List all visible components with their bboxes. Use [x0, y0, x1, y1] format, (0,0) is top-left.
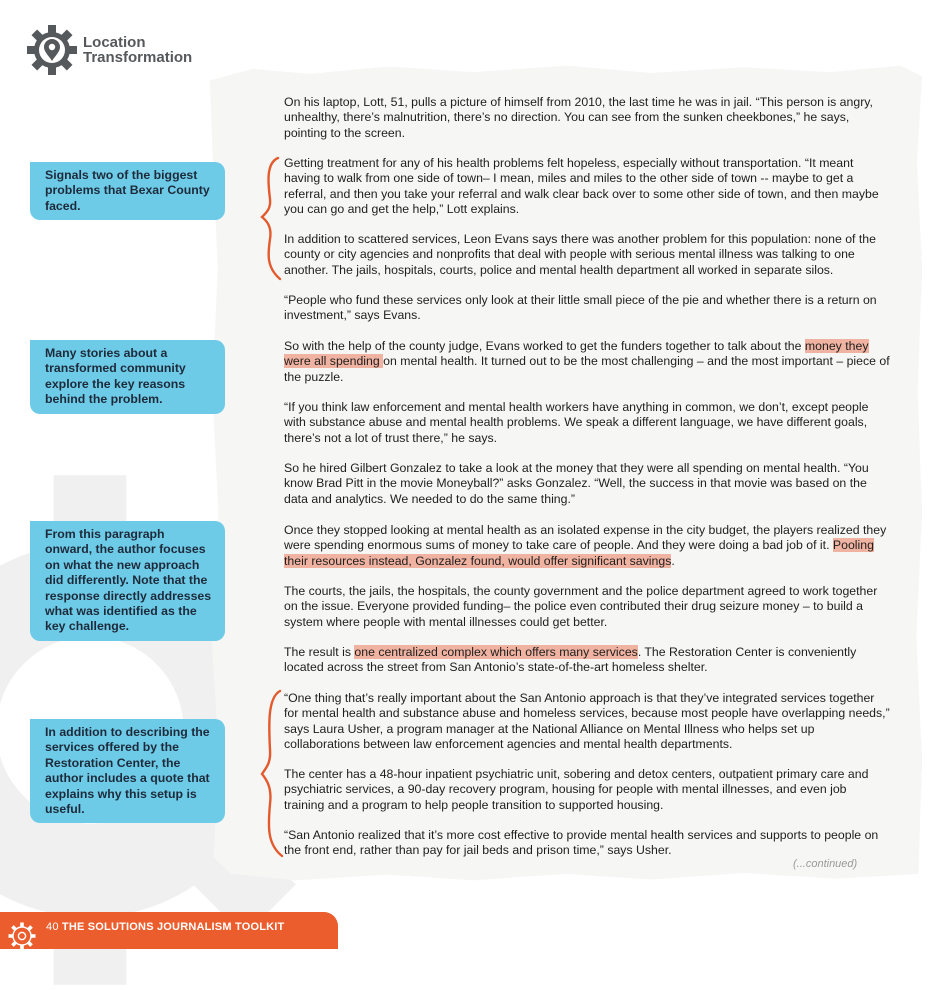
callout-note-3: From this paragraph onward, the author focuses on what the new approach did differently. Note that the response directly addresses what was identified as the key challenge. — [30, 521, 225, 641]
article-paragraph: Getting treatment for any of his health problems felt hopeless, especially without transportation. “It meant having to walk from one side of town– I mean, miles and miles to the other side of town -- maybe to get a referral, and then you take your referral and walk clear back over to some other side of town, and then maybe you can go and get the help,” Lott explains. — [284, 156, 879, 217]
page-number: 40 — [46, 921, 59, 933]
article-paragraph: “One thing that’s really important about the San Antonio approach is that they’ve integrated services together for mental health and substance abuse and homeless services, because most people have overlapping needs,” says Laura Usher, a program manager at the National Alliance on Mental Illness who helps set up collaborations between law enforcement agencies and mental health departments. — [284, 691, 890, 752]
article-paragraph: “San Antonio realized that it’s more cost effective to provide mental health services and supports to people on the front end, rather than pay for jail beds and prison time,” says Usher. — [284, 828, 879, 858]
article-paragraph — [284, 645, 890, 676]
section-title-line-2: Transformation — [83, 49, 193, 66]
article-paragraph: “If you think law enforcement and mental health workers have anything in common, we don’t, except people with substance abuse and mental health problems. We speak a different language, we have different goals, there’s not a lot of trust there,” he says. — [284, 400, 869, 445]
paragraph-text: The result is — [284, 645, 355, 659]
article-paragraph — [284, 339, 890, 385]
paragraph-text: . The Restoration Center is conveniently located across the street from San Antonio’s state-of-the-art homeless shelter. — [284, 645, 857, 675]
callout-note-4: In addition to describing the services offered by the Restoration Center, the author includes a quote that explains why this setup is useful. — [30, 719, 225, 823]
article-paragraph: In addition to scattered services, Leon Evans says there was another problem for this population: none of the county or city agencies and nonprofits that deal with people with serious mental illness was talking to one another. The jails, hospitals, courts, police and mental health department all worked in separate silos. — [284, 232, 876, 277]
article-paragraph: On his laptop, Lott, 51, pulls a picture of himself from 2010, the last time he was in jail. “This person is angry, unhealthy, there’s malnutrition, there’s no direction. You can see from the sunken cheekbones,” he says, pointing to the screen. — [284, 95, 873, 140]
paragraph-text: So with the help of the county judge, Evans worked to get the funders together to talk about the — [284, 339, 805, 353]
brace-mark — [258, 688, 286, 860]
paragraph-text: Once they stopped looking at mental health as an isolated expense in the city budget, the players realized they were spending enormous sums of money to take care of people. And they were doing a bad job of it. — [284, 523, 887, 553]
location-gear-icon — [26, 24, 78, 76]
paragraph-text: . — [671, 553, 675, 568]
section-title — [83, 35, 192, 65]
highlighted-text: one centralized complex which offers many services — [354, 645, 638, 659]
article-paragraph: “People who fund these services only look at their little small piece of the pie and whether there is a return on investment,” says Evans. — [284, 293, 877, 323]
article-paragraph — [284, 523, 890, 569]
publication-title: THE SOLUTIONS JOURNALISM TOOLKIT — [61, 921, 285, 933]
callout-note-1: Signals two of the biggest problems that Bexar County faced. — [30, 162, 225, 220]
callout-note-2: Many stories about a transformed community explore the key reasons behind the problem. — [30, 340, 225, 414]
section-title-line-1: Location — [83, 34, 146, 51]
highlighted-text: money they were all spending — [284, 339, 869, 369]
paragraph-text: on mental health. It turned out to be the most challenging – and the most important – piece of the puzzle. — [284, 354, 890, 384]
footer-caption — [46, 921, 284, 933]
article-paragraph: The center has a 48-hour inpatient psychiatric unit, sobering and detox centers, outpatient primary care and psychiatric services, a 90-day recovery program, housing for people with mental illnesses, and even job training and a program to help people transition to supported housing. — [284, 767, 869, 812]
highlighted-text: Pooling their resources instead, Gonzalez found, would offer significant savings — [284, 538, 874, 568]
page-footer — [0, 912, 338, 949]
continued-note: (...continued) — [793, 858, 858, 870]
article-paragraph: The courts, the jails, the hospitals, the county government and the police department agreed to work together on the issue. Everyone provided funding– the police even contributed their drug seizure money – to build a system where people with mental illnesses could get better. — [284, 584, 878, 629]
section-logo — [26, 24, 192, 76]
brace-mark — [258, 155, 286, 283]
article-paragraph: So he hired Gilbert Gonzalez to take a look at the money that they were all spending on mental health. “You know Brad Pitt in the movie Moneyball?” asks Gonzalez. “Well, the success in that movie was based on the data and analytics. We needed to do the same thing.” — [284, 461, 869, 506]
